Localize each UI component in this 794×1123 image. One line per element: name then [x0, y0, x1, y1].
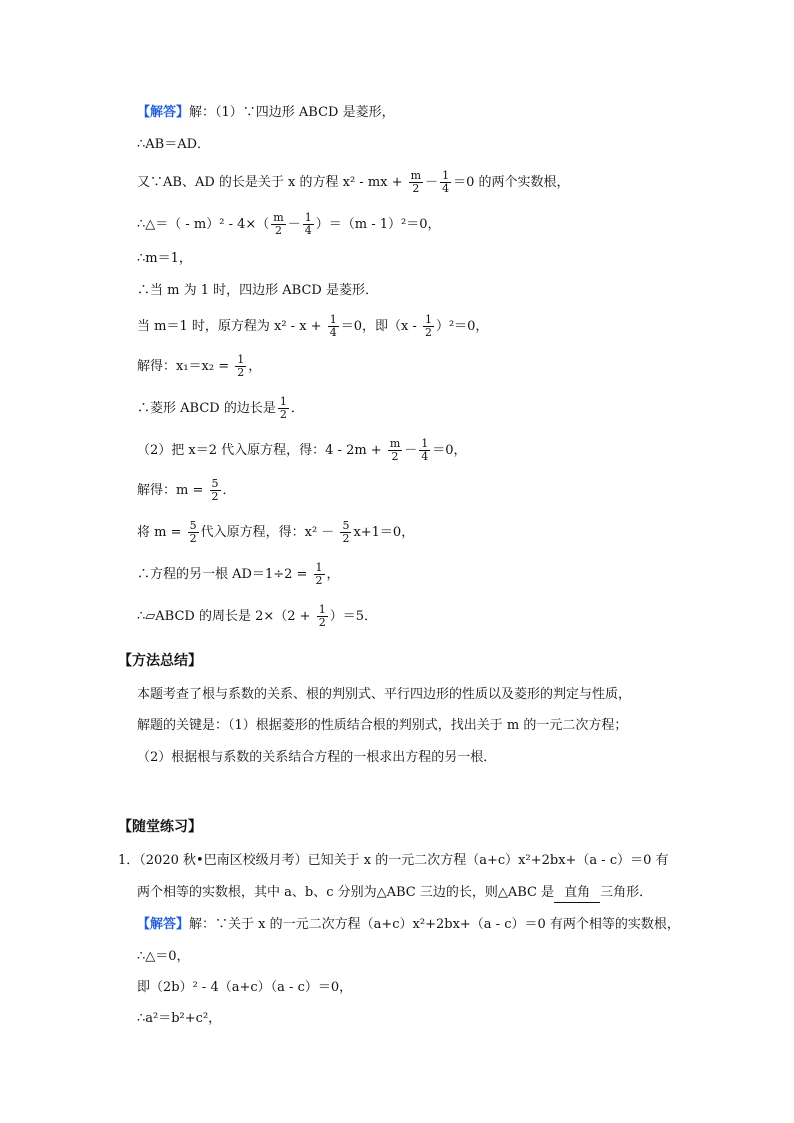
fraction: $\frac{5}{2}$ [342, 519, 350, 545]
question-1-line-1: 1．（2020 秋•巴南区校级月考）已知关于 x 的一元二次方程（a+c）x²+2bx+（a - c）＝0 有 [118, 853, 669, 868]
solution-line-9: ∴菱形 ABCD 的边长是 $\frac{1}{2}$ ． [137, 395, 304, 421]
fraction: $\frac{5}{2}$ [189, 519, 197, 545]
answer-tag: 【解答】 [137, 105, 190, 120]
solution-line-4: ∴△＝（ - m）² - 4×（ $\frac{m}{2}$ － $\frac{1}{4}$ ）＝（m - 1）²＝0， [137, 211, 441, 237]
fraction: $\frac{1}{2}$ [424, 313, 432, 339]
fraction: $\frac{m}{2}$ [410, 169, 422, 195]
practice-solution-line-4: ∴a²＝b²+c²， [137, 1011, 222, 1026]
fraction: $\frac{1}{4}$ [421, 437, 429, 463]
fraction: $\frac{1}{4}$ [329, 313, 337, 339]
fraction: $\frac{1}{2}$ [237, 353, 245, 379]
fraction: $\frac{1}{2}$ [318, 603, 326, 629]
solution-line-8: 解得：x₁＝x₂ = $\frac{1}{2}$ ， [137, 353, 262, 379]
practice-solution-line-1: 【解答】解：∵关于 x 的一元二次方程（a+c）x²+2bx+（a - c）＝0 有两个相等的实数根， [137, 917, 680, 932]
answer-blank: 直角 [554, 884, 600, 903]
practice-heading: 【随堂练习】 [118, 819, 202, 835]
fraction: $\frac{5}{2}$ [211, 477, 219, 503]
solution-line-14: ∴▱ABCD 的周长是 2×（2 + $\frac{1}{2}$ ）＝5． [137, 603, 377, 629]
fraction: $\frac{1}{2}$ [315, 561, 323, 587]
solution-line-5: ∴m＝1， [137, 251, 192, 266]
solution-line-11: 解得：m = $\frac{5}{2}$ ． [137, 477, 236, 503]
solution-line-7: 当 m＝1 时，原方程为 x² - x + $\frac{1}{4}$ ＝0，即（x - $\frac{1}{2}$ ）²＝0， [137, 313, 489, 339]
method-summary-text-3: （2）根据根与系数的关系结合方程的一根求出方程的另一根． [137, 750, 497, 765]
answer-tag: 【解答】 [137, 917, 190, 932]
solution-line-6: ∴当 m 为 1 时，四边形 ABCD 是菱形． [137, 283, 378, 298]
fraction: $\frac{m}{2}$ [389, 437, 401, 463]
fraction: $\frac{m}{2}$ [273, 211, 284, 237]
fraction: $\frac{1}{4}$ [442, 169, 450, 195]
solution-line-12: 将 m = $\frac{5}{2}$ 代入原方程，得：x² － $\frac{5}{2}$ x+1＝0， [137, 519, 415, 545]
question-1-line-2: 两个相等的实数根，其中 a、b、c 分别为△ABC 三边的长，则△ABC 是 直角 三角形． [137, 884, 652, 903]
practice-solution-line-2: ∴△＝0， [137, 949, 190, 964]
method-summary-text-2: 解题的关键是：（1）根据菱形的性质结合根的判别式，找出关于 m 的一元二次方程； [137, 718, 628, 733]
solution-line-13: ∴方程的另一根 AD＝1÷2 = $\frac{1}{2}$ ， [137, 561, 340, 587]
solution-line-1: 【解答】解：（1）∵四边形 ABCD 是菱形， [137, 105, 395, 120]
fraction: $\frac{1}{4}$ [304, 211, 312, 237]
solution-line-3: 又∵AB、AD 的长是关于 x 的方程 x² - mx + $\frac{m}{2}$ － $\frac{1}{4}$ ＝0 的两个实数根， [137, 169, 570, 195]
method-summary-text-1: 本题考查了根与系数的关系、根的判别式、平行四边形的性质以及菱形的判定与性质， [137, 687, 632, 702]
fraction: $\frac{1}{2}$ [279, 395, 287, 421]
method-summary-heading: 【方法总结】 [118, 653, 202, 669]
solution-line-10: （2）把 x＝2 代入原方程，得：4 - 2m + $\frac{m}{2}$ － $\frac{1}{4}$ ＝0， [137, 437, 467, 463]
practice-solution-line-3: 即（2b）² - 4（a+c）（a - c）＝0， [137, 980, 353, 995]
solution-line-2: ∴AB＝AD． [137, 137, 211, 152]
